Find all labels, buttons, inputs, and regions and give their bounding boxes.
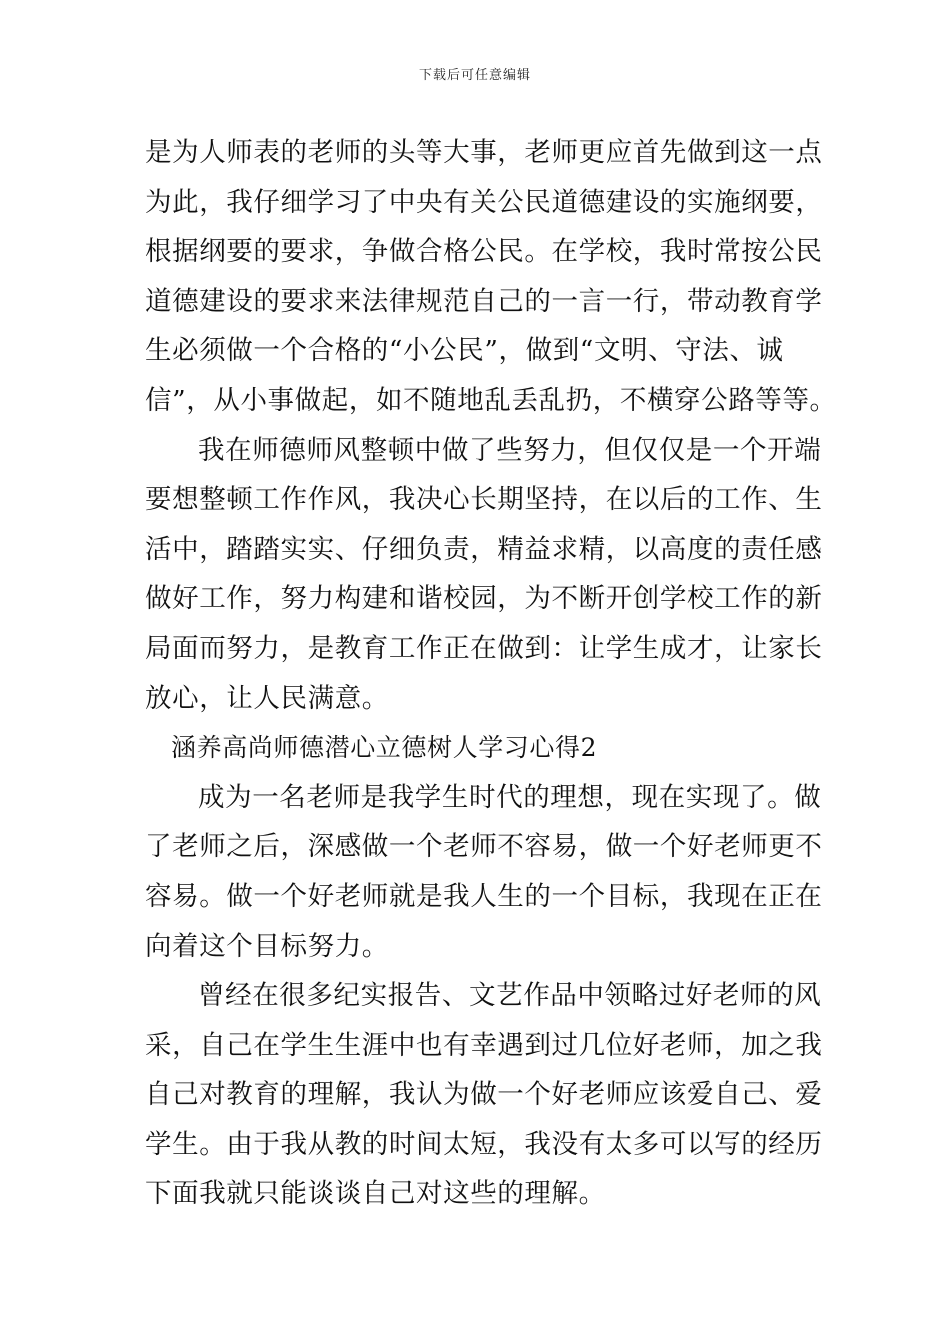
page-header: 下载后可任意编辑 <box>418 68 531 83</box>
text-line: 要想整顿工作作风，我决心长期坚持，在以后的工作、生 <box>145 484 823 516</box>
text-line: 我在师德师风整顿中做了些努力，但仅仅是一个开端 <box>198 434 822 466</box>
text-line: 成为一名老师是我学生时代的理想，现在实现了。做 <box>198 781 822 813</box>
text-line: 局面而努力，是教育工作正在做到：让学生成才，让家长 <box>145 632 823 664</box>
text-line: 采，自己在学生生涯中也有幸遇到过几位好老师，加之我 <box>145 1029 823 1061</box>
text-line: 生必须做一个合格的“小公民”，做到“文明、守法、诚 <box>145 335 784 367</box>
text-line: 为此，我仔细学习了中央有关公民道德建设的实施纲要， <box>145 186 823 218</box>
section-heading: 涵养高尚师德潜心立德树人学习心得2 <box>171 733 598 763</box>
text-line: 信”，从小事做起，如不随地乱丢乱扔，不横穿公路等等。 <box>145 384 837 416</box>
text-line: 做好工作，努力构建和谐校园，为不断开创学校工作的新 <box>145 583 823 615</box>
text-line: 容易。做一个好老师就是我人生的一个目标，我现在正在 <box>145 880 823 912</box>
text-line: 活中，踏踏实实、仔细负责，精益求精，以高度的责任感 <box>145 533 823 565</box>
document-body <box>145 128 837 1219</box>
text-line: 了老师之后，深感做一个老师不容易，做一个好老师更不 <box>145 831 823 863</box>
text-line: 放心，让人民满意。 <box>145 682 389 714</box>
text-line: 根据纲要的要求，争做合格公民。在学校，我时常按公民 <box>145 236 823 268</box>
text-line: 向着这个目标努力。 <box>145 930 389 962</box>
text-line: 曾经在很多纪实报告、文艺作品中领略过好老师的风 <box>198 980 822 1012</box>
text-line: 学生。由于我从教的时间太短，我没有太多可以写的经历 <box>145 1128 823 1160</box>
text-line: 自己对教育的理解，我认为做一个好老师应该爱自己、爱 <box>145 1079 823 1111</box>
text-line: 下面我就只能谈谈自己对这些的理解。 <box>145 1178 606 1210</box>
text-line: 是为人师表的老师的头等大事，老师更应首先做到这一点 <box>145 137 823 168</box>
text-line: 道德建设的要求来法律规范自己的一言一行，带动教育学 <box>145 285 823 317</box>
